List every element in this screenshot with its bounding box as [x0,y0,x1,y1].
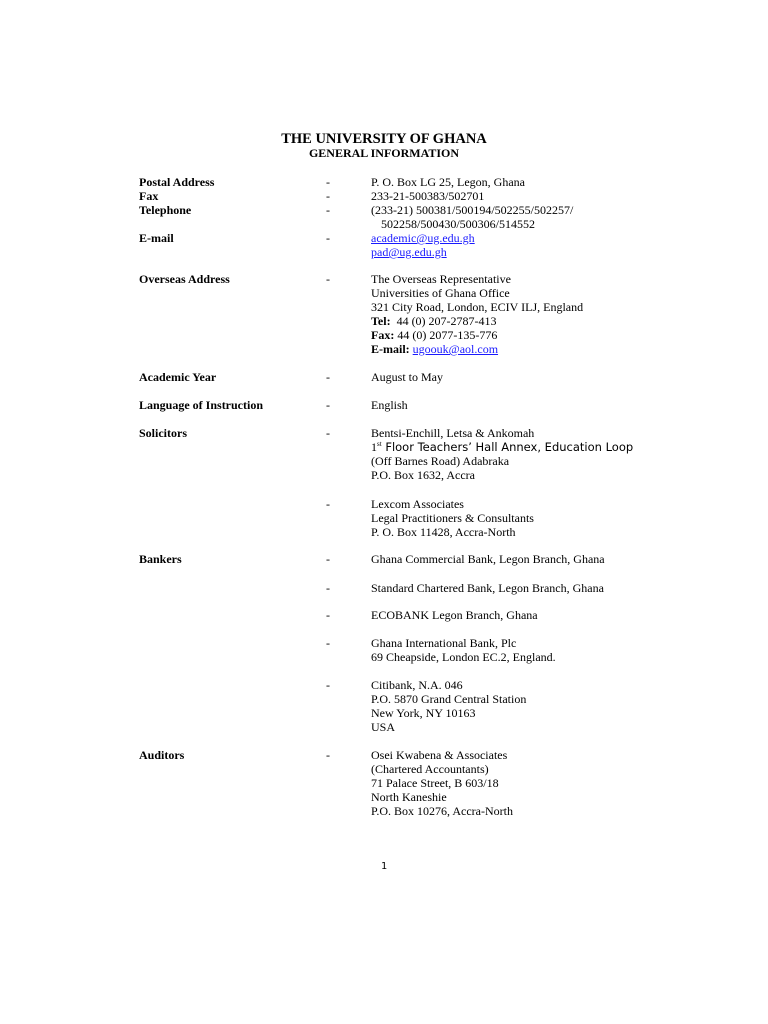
dash: - [326,678,330,692]
postal-address-label: Postal Address [139,175,215,189]
solicitor-line: (Off Barnes Road) Adabraka [371,454,510,468]
overseas-address-label: Overseas Address [139,272,230,286]
auditor-line: North Kaneshie [371,790,447,804]
bank-entry: Citibank, N.A. 046 [371,678,463,692]
bank-entry: 69 Cheapside, London EC.2, England. [371,650,556,664]
solicitors-label: Solicitors [139,426,187,440]
auditor-line: Osei Kwabena & Associates [371,748,508,762]
bank-entry: Ghana International Bank, Plc [371,636,517,650]
overseas-line: Universities of Ghana Office [371,286,510,300]
dash: - [326,398,330,412]
auditor-line: (Chartered Accountants) [371,762,489,776]
dash: - [326,581,330,595]
auditor-line: 71 Palace Street, B 603/18 [371,776,499,790]
overseas-email-link[interactable]: ugoouk@aol.com [412,342,499,356]
bank-entry: USA [371,720,396,734]
bank-entry: Ghana Commercial Bank, Legon Branch, Ghana [371,552,605,566]
page-subtitle: GENERAL INFORMATION [308,146,460,160]
dash: - [326,189,330,203]
dash: - [326,608,330,622]
email-label: E-mail: [371,342,410,356]
dash: - [326,231,330,245]
dash: - [326,748,330,762]
fax-label: Fax [139,189,159,203]
solicitor-line: 1st Floor Teachers’ Hall Annex, Education Loop [371,440,634,454]
fax-value: 233-21-500383/502701 [371,189,485,203]
solicitor-line: Lexcom Associates [371,497,464,511]
postal-address-value: P. O. Box LG 25, Legon, Ghana [371,175,525,189]
fax-label: Fax: [371,328,395,342]
bank-entry: Standard Chartered Bank, Legon Branch, Ghana [371,581,604,595]
overseas-fax [371,328,583,342]
overseas-tel [371,314,583,328]
email-link-pad[interactable]: pad@ug.edu.gh [371,245,447,259]
overseas-line: 321 City Road, London, ECIV ILJ, England [371,300,584,314]
bank-entry: P.O. 5870 Grand Central Station [371,692,527,706]
telephone-value-line2: 502258/500430/500306/514552 [381,217,536,231]
telephone-label: Telephone [139,203,192,217]
dash: - [326,497,330,511]
bank-entry: New York, NY 10163 [371,706,476,720]
bank-entry: ECOBANK Legon Branch, Ghana [371,608,538,622]
overseas-email [371,342,583,356]
dash: - [326,636,330,650]
contact-section [0,175,768,259]
auditor-line: P.O. Box 10276, Accra-North [371,804,513,818]
language-value: English [371,398,408,412]
solicitor-line: P. O. Box 11428, Accra-North [371,525,516,539]
dash: - [326,175,330,189]
dash: - [326,552,330,566]
dash: - [326,426,330,440]
page-title: THE UNIVERSITY OF GHANA [281,131,487,147]
email-label: E-mail [139,231,174,245]
bankers-label: Bankers [139,552,182,566]
solicitor-line: P.O. Box 1632, Accra [371,468,475,482]
telephone-value-line1: (233-21) 500381/500194/502255/502257/ [371,203,574,217]
tel-label: Tel: [371,314,391,328]
dash: - [326,370,330,384]
academic-year-value: August to May [371,370,443,384]
dash: - [326,272,330,286]
language-label: Language of Instruction [139,398,264,412]
fax-value: 44 (0) 2077-135-776 [397,328,498,342]
academic-year-label: Academic Year [139,370,217,384]
auditors-label: Auditors [139,748,185,762]
email-link-academic[interactable]: academic@ug.edu.gh [371,231,475,245]
solicitor-line: Legal Practitioners & Consultants [371,511,534,525]
solicitor-line: Bentsi-Enchill, Letsa & Ankomah [371,426,535,440]
tel-value: 44 (0) 207-2787-413 [396,314,497,328]
page-number: 1 [380,861,388,872]
overseas-line: The Overseas Representative [371,272,511,286]
dash: - [326,203,330,217]
